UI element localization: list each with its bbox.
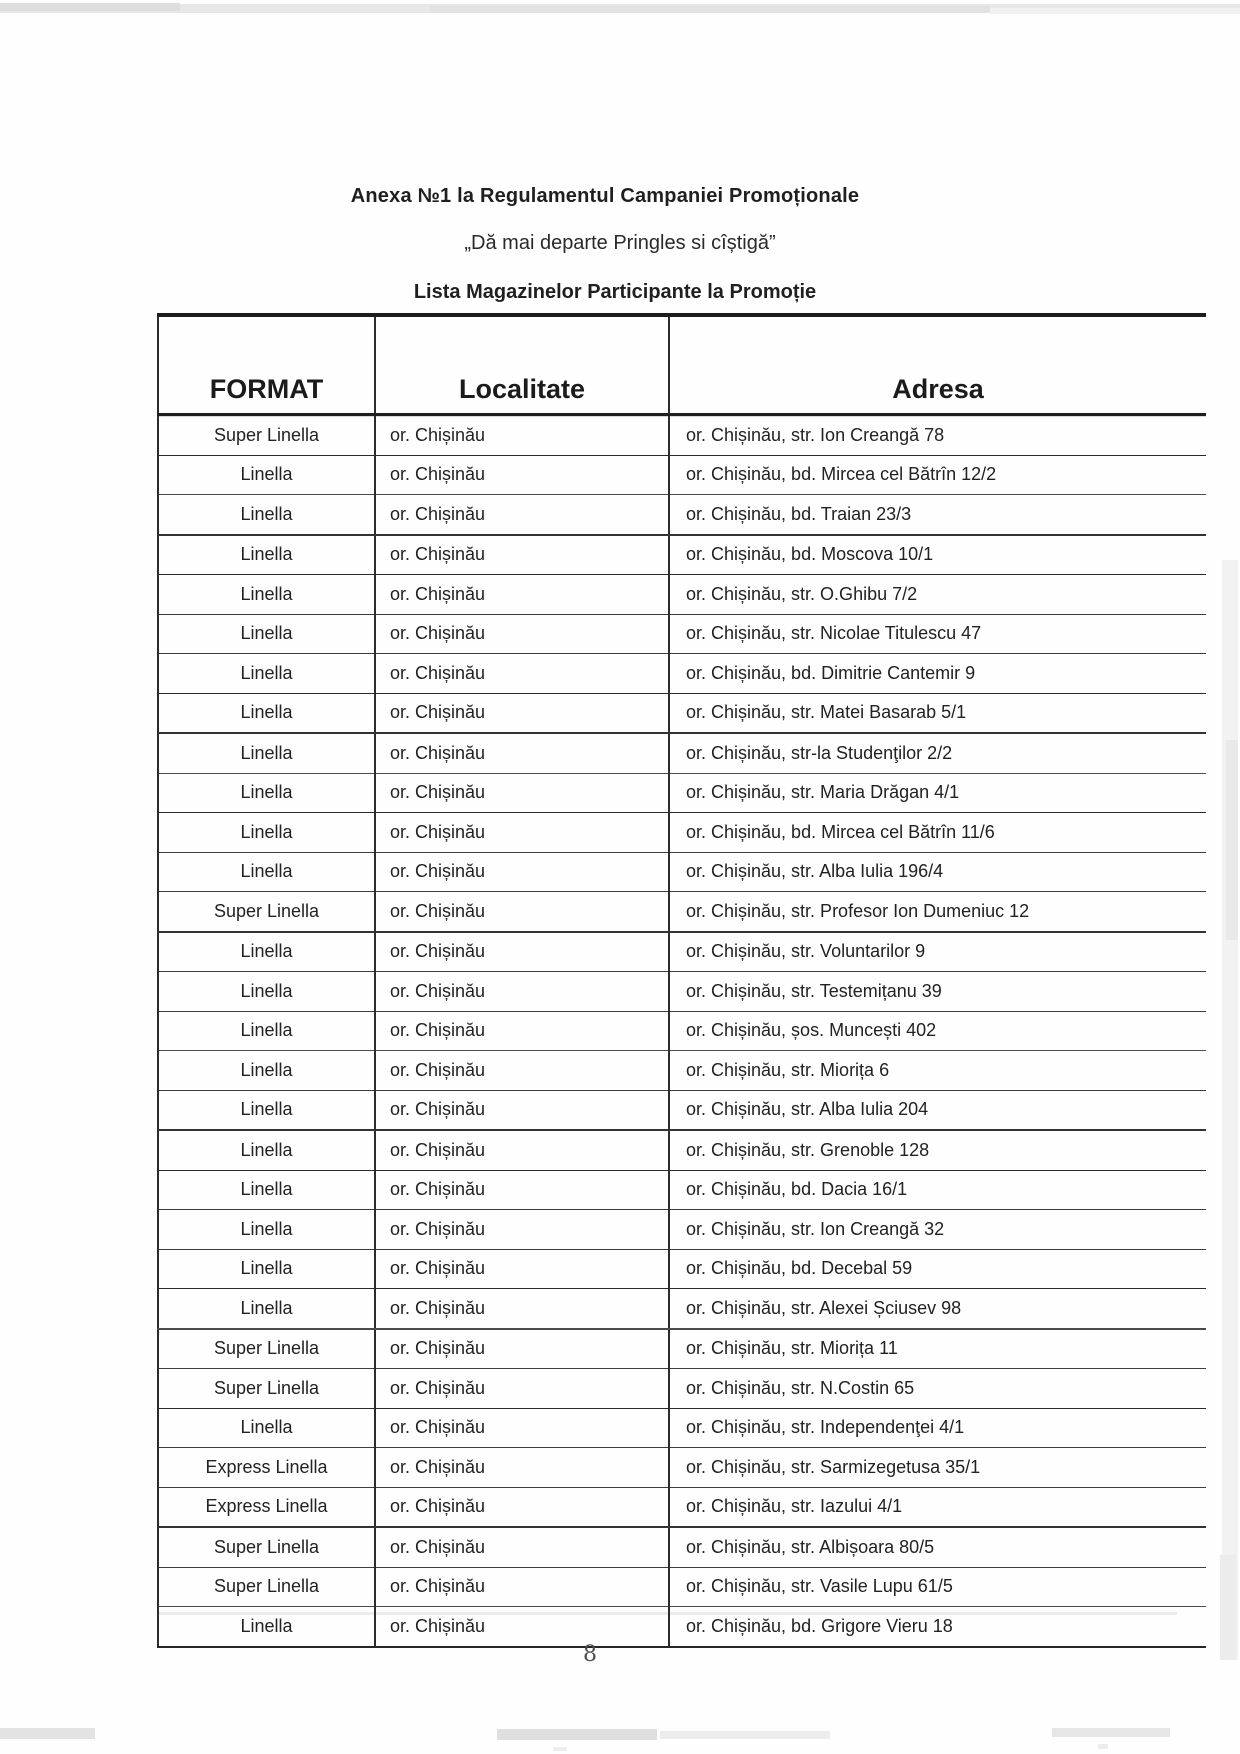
cell-adresa: or. Chișinău, str. Miorița 11 xyxy=(669,1329,1206,1369)
cell-localitate: or. Chișinău xyxy=(375,415,669,456)
table-row xyxy=(158,693,1206,733)
cell-localitate: or. Chișinău xyxy=(375,1448,669,1488)
table-row xyxy=(158,932,1206,972)
cell-adresa: or. Chișinău, str. Matei Basarab 5/1 xyxy=(669,693,1206,733)
scan-artifact-bottom-smudge xyxy=(660,1731,830,1739)
cell-adresa: or. Chișinău, str. Alexei Șciusev 98 xyxy=(669,1289,1206,1329)
cell-localitate: or. Chișinău xyxy=(375,1011,669,1051)
cell-localitate: or. Chișinău xyxy=(375,535,669,575)
table-row xyxy=(158,1011,1206,1051)
cell-adresa: or. Chișinău, șos. Muncești 402 xyxy=(669,1011,1206,1051)
cell-format: Express Linella xyxy=(158,1487,375,1527)
table-row xyxy=(158,1130,1206,1170)
cell-localitate: or. Chișinău xyxy=(375,1090,669,1130)
table-row xyxy=(158,575,1206,615)
scan-artifact-bottom-smudge xyxy=(497,1729,657,1740)
cell-adresa: or. Chișinău, str. Grenoble 128 xyxy=(669,1130,1206,1170)
cell-localitate: or. Chișinău xyxy=(375,1369,669,1409)
table-row xyxy=(158,1527,1206,1567)
cell-format: Linella xyxy=(158,575,375,615)
cell-format: Linella xyxy=(158,852,375,892)
table-row xyxy=(158,1249,1206,1289)
cell-localitate: or. Chișinău xyxy=(375,1051,669,1091)
scan-artifact-top-segment xyxy=(0,3,180,11)
store-table-container xyxy=(157,313,1205,1648)
table-row xyxy=(158,1369,1206,1409)
table-row xyxy=(158,733,1206,773)
scan-artifact-top-band xyxy=(0,4,1240,13)
cell-adresa: or. Chișinău, str. Miorița 6 xyxy=(669,1051,1206,1091)
table-row xyxy=(158,1487,1206,1527)
scan-artifact-right-edge xyxy=(1226,740,1238,940)
page-number: 8 xyxy=(583,1642,597,1667)
cell-adresa: or. Chișinău, bd. Decebal 59 xyxy=(669,1249,1206,1289)
column-header-format: FORMAT xyxy=(158,315,375,415)
cell-localitate: or. Chișinău xyxy=(375,1249,669,1289)
scan-artifact-speck xyxy=(1098,1744,1108,1749)
table-row xyxy=(158,1090,1206,1130)
table-row xyxy=(158,535,1206,575)
cell-format: Linella xyxy=(158,1408,375,1448)
cell-localitate: or. Chișinău xyxy=(375,575,669,615)
cell-adresa: or. Chișinău, bd. Dimitrie Cantemir 9 xyxy=(669,654,1206,694)
table-row xyxy=(158,1607,1206,1647)
cell-localitate: or. Chișinău xyxy=(375,1607,669,1647)
table-row xyxy=(158,773,1206,813)
scan-artifact-right-edge xyxy=(1220,1555,1236,1660)
scan-artifact-bottom-smudge xyxy=(0,1728,95,1739)
table-row xyxy=(158,972,1206,1012)
cell-format: Linella xyxy=(158,495,375,535)
cell-localitate: or. Chișinău xyxy=(375,693,669,733)
cell-adresa: or. Chișinău, str. Iazului 4/1 xyxy=(669,1487,1206,1527)
scan-artifact-speck xyxy=(553,1747,567,1751)
table-row xyxy=(158,1210,1206,1250)
cell-format: Linella xyxy=(158,1051,375,1091)
store-table-body xyxy=(158,415,1206,1647)
cell-adresa: or. Chișinău, str. Testemițanu 39 xyxy=(669,972,1206,1012)
table-row xyxy=(158,654,1206,694)
table-row xyxy=(158,1567,1206,1607)
cell-format: Linella xyxy=(158,1011,375,1051)
cell-adresa: or. Chișinău, bd. Mircea cel Bătrîn 12/2 xyxy=(669,455,1206,495)
cell-localitate: or. Chișinău xyxy=(375,1329,669,1369)
cell-format: Super Linella xyxy=(158,415,375,456)
cell-format: Linella xyxy=(158,1130,375,1170)
cell-format: Linella xyxy=(158,773,375,813)
cell-format: Linella xyxy=(158,614,375,654)
cell-adresa: or. Chișinău, str. Alba Iulia 204 xyxy=(669,1090,1206,1130)
cell-localitate: or. Chișinău xyxy=(375,932,669,972)
cell-format: Linella xyxy=(158,455,375,495)
table-row xyxy=(158,495,1206,535)
table-row xyxy=(158,1289,1206,1329)
cell-format: Linella xyxy=(158,535,375,575)
cell-localitate: or. Chișinău xyxy=(375,813,669,853)
cell-localitate: or. Chișinău xyxy=(375,495,669,535)
cell-localitate: or. Chișinău xyxy=(375,1487,669,1527)
cell-adresa: or. Chișinău, str. Ion Creangă 32 xyxy=(669,1210,1206,1250)
cell-format: Linella xyxy=(158,1607,375,1647)
scan-artifact-top-segment xyxy=(430,6,990,13)
cell-localitate: or. Chișinău xyxy=(375,1130,669,1170)
cell-format: Linella xyxy=(158,1210,375,1250)
cell-localitate: or. Chișinău xyxy=(375,614,669,654)
cell-format: Super Linella xyxy=(158,892,375,932)
cell-adresa: or. Chișinău, str. Independenţei 4/1 xyxy=(669,1408,1206,1448)
store-table xyxy=(157,313,1206,1648)
cell-localitate: or. Chișinău xyxy=(375,1408,669,1448)
cell-format: Linella xyxy=(158,693,375,733)
cell-adresa: or. Chișinău, str. O.Ghibu 7/2 xyxy=(669,575,1206,615)
cell-localitate: or. Chișinău xyxy=(375,1567,669,1607)
cell-adresa: or. Chișinău, bd. Mircea cel Bătrîn 11/6 xyxy=(669,813,1206,853)
column-header-adresa: Adresa xyxy=(669,315,1206,415)
column-header-localitate: Localitate xyxy=(375,315,669,415)
cell-adresa: or. Chișinău, bd. Traian 23/3 xyxy=(669,495,1206,535)
cell-format: Linella xyxy=(158,1289,375,1329)
cell-localitate: or. Chișinău xyxy=(375,455,669,495)
cell-format: Linella xyxy=(158,654,375,694)
cell-adresa: or. Chișinău, str. Nicolae Titulescu 47 xyxy=(669,614,1206,654)
cell-format: Linella xyxy=(158,813,375,853)
cell-localitate: or. Chișinău xyxy=(375,733,669,773)
table-row xyxy=(158,1448,1206,1488)
table-row xyxy=(158,455,1206,495)
cell-adresa: or. Chișinău, str. Albișoara 80/5 xyxy=(669,1527,1206,1567)
scan-artifact-bottom-smudge xyxy=(1052,1728,1170,1737)
cell-format: Linella xyxy=(158,972,375,1012)
table-row xyxy=(158,1329,1206,1369)
table-row xyxy=(158,1408,1206,1448)
cell-format: Super Linella xyxy=(158,1567,375,1607)
campaign-subtitle: „Dă mai departe Pringles si cîștigă” xyxy=(464,232,776,254)
table-row xyxy=(158,1051,1206,1091)
cell-adresa: or. Chișinău, str. Profesor Ion Dumeniuc 12 xyxy=(669,892,1206,932)
cell-adresa: or. Chișinău, str. Alba Iulia 196/4 xyxy=(669,852,1206,892)
cell-format: Linella xyxy=(158,733,375,773)
table-row xyxy=(158,813,1206,853)
cell-localitate: or. Chișinău xyxy=(375,654,669,694)
scan-artifact-right-edge xyxy=(1222,560,1238,1660)
table-row xyxy=(158,1170,1206,1210)
cell-format: Linella xyxy=(158,932,375,972)
cell-localitate: or. Chișinău xyxy=(375,1170,669,1210)
cell-localitate: or. Chișinău xyxy=(375,972,669,1012)
cell-localitate: or. Chișinău xyxy=(375,1527,669,1567)
list-heading: Lista Magazinelor Participante la Promoție xyxy=(413,281,817,303)
cell-adresa: or. Chișinău, bd. Dacia 16/1 xyxy=(669,1170,1206,1210)
cell-adresa: or. Chișinău, str-la Studenţilor 2/2 xyxy=(669,733,1206,773)
cell-adresa: or. Chișinău, str. Voluntarilor 9 xyxy=(669,932,1206,972)
cell-localitate: or. Chișinău xyxy=(375,852,669,892)
cell-adresa: or. Chișinău, bd. Moscova 10/1 xyxy=(669,535,1206,575)
cell-format: Super Linella xyxy=(158,1369,375,1409)
cell-localitate: or. Chișinău xyxy=(375,1210,669,1250)
cell-adresa: or. Chișinău, bd. Grigore Vieru 18 xyxy=(669,1607,1206,1647)
cell-localitate: or. Chișinău xyxy=(375,773,669,813)
table-row xyxy=(158,852,1206,892)
table-row xyxy=(158,892,1206,932)
document-title: Anexa №1 la Regulamentul Campaniei Promoționale xyxy=(350,185,860,207)
cell-localitate: or. Chișinău xyxy=(375,1289,669,1329)
cell-adresa: or. Chișinău, str. Vasile Lupu 61/5 xyxy=(669,1567,1206,1607)
cell-format: Super Linella xyxy=(158,1527,375,1567)
cell-format: Linella xyxy=(158,1170,375,1210)
cell-adresa: or. Chișinău, str. N.Costin 65 xyxy=(669,1369,1206,1409)
cell-format: Super Linella xyxy=(158,1329,375,1369)
table-header-row xyxy=(158,315,1206,415)
cell-format: Linella xyxy=(158,1249,375,1289)
scan-artifact-top-segment xyxy=(990,8,1240,14)
cell-localitate: or. Chișinău xyxy=(375,892,669,932)
cell-adresa: or. Chișinău, str. Ion Creangă 78 xyxy=(669,415,1206,456)
cell-format: Linella xyxy=(158,1090,375,1130)
cell-adresa: or. Chișinău, str. Sarmizegetusa 35/1 xyxy=(669,1448,1206,1488)
table-row xyxy=(158,614,1206,654)
cell-format: Express Linella xyxy=(158,1448,375,1488)
cell-adresa: or. Chișinău, str. Maria Drăgan 4/1 xyxy=(669,773,1206,813)
table-row xyxy=(158,415,1206,456)
